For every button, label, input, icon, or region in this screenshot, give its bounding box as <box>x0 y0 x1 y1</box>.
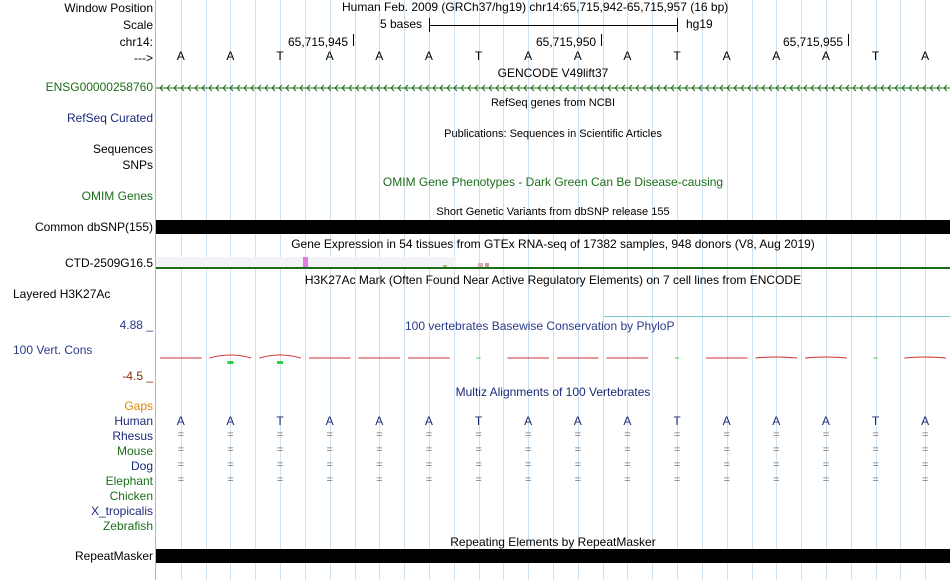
species-label-mouse[interactable]: Mouse <box>116 444 153 458</box>
multiz-match-mark: = <box>921 429 929 441</box>
multiz-match-mark: = <box>822 474 830 486</box>
reference-base: A <box>821 49 830 63</box>
multiz-match-mark: = <box>524 444 532 456</box>
multiz-match-mark: = <box>326 474 333 486</box>
position-tick-mark <box>601 34 602 46</box>
multiz-human-base: T <box>474 414 483 428</box>
chr-label: chr14: <box>119 35 153 49</box>
multiz-match-mark: = <box>376 474 383 486</box>
reference-base: A <box>226 49 235 63</box>
multiz-match-mark: = <box>673 474 681 486</box>
multiz-match-mark: = <box>227 444 234 456</box>
gaps-label[interactable]: Gaps <box>124 399 153 413</box>
multiz-match-mark: = <box>177 474 185 486</box>
position-tick-mark <box>353 34 354 46</box>
conservation-score-mark <box>805 357 847 358</box>
refseq-track-label[interactable]: RefSeq Curated <box>66 111 153 125</box>
multiz-match-mark: = <box>276 474 284 486</box>
strand-arrow-label: ---> <box>134 51 153 65</box>
conservation-track-label[interactable]: 100 Vert. Cons <box>13 343 93 357</box>
track-labels-panel <box>0 0 153 580</box>
multiz-match-mark: = <box>872 459 879 471</box>
omim-track-label[interactable]: OMIM Genes <box>81 189 153 203</box>
publications-track-label[interactable]: Sequences <box>92 142 153 156</box>
dbsnp-track-title: Short Genetic Variants from dbSNP release 155 <box>436 206 670 218</box>
multiz-match-mark: = <box>376 429 383 441</box>
gencode-gene-svg <box>156 81 950 95</box>
species-label-elephant[interactable]: Elephant <box>105 474 153 488</box>
multiz-match-mark: = <box>723 444 730 456</box>
multiz-match-mark: = <box>475 459 482 471</box>
multiz-match-mark: = <box>822 429 830 441</box>
multiz-match-mark: = <box>425 459 433 471</box>
h3k27ac-track-label[interactable]: Layered H3K27Ac <box>13 287 111 301</box>
multiz-row-human <box>156 414 950 429</box>
multiz-match-mark: = <box>326 429 333 441</box>
multiz-match-mark: = <box>376 444 383 456</box>
multiz-match-mark: = <box>624 429 631 441</box>
multiz-match-mark: = <box>872 444 879 456</box>
reference-base: A <box>722 49 731 63</box>
conservation-score-mark <box>210 355 252 358</box>
multiz-human-base: A <box>375 414 384 428</box>
position-tick-label: 65,715,950 <box>536 35 597 49</box>
repeatmasker-feature-bar[interactable] <box>156 549 950 563</box>
gtex-track-label[interactable]: CTD-2509G16.5 <box>64 256 153 270</box>
h3k27ac-track-title: H3K27Ac Mark (Often Found Near Active Regulatory Elements) on 7 cell lines from ENCODE <box>304 273 802 287</box>
multiz-human-base: A <box>226 414 235 428</box>
reference-base: A <box>573 49 582 63</box>
reference-base: A <box>921 49 930 63</box>
multiz-match-mark: = <box>276 429 284 441</box>
multiz-match-mark: = <box>177 429 185 441</box>
multiz-match-mark: = <box>574 444 582 456</box>
window-position-label: Window Position <box>64 1 153 15</box>
reference-base: A <box>772 49 781 63</box>
assembly-position-text: Human Feb. 2009 (GRCh37/hg19) chr14:65,715,942-65,715,957 (16 bp) <box>342 0 729 14</box>
conservation-positive-mark <box>277 361 283 364</box>
multiz-human-base: A <box>722 414 731 428</box>
multiz-human-base: T <box>871 414 880 428</box>
gencode-track-label[interactable]: ENSG00000258760 <box>45 80 153 94</box>
species-label-x_tropicalis[interactable]: X_tropicalis <box>90 504 153 518</box>
conservation-score-mark <box>756 357 798 358</box>
multiz-human-base: T <box>276 414 284 428</box>
multiz-human-base: A <box>524 414 533 428</box>
multiz-match-mark: = <box>773 444 780 456</box>
multiz-match-mark: = <box>276 459 284 471</box>
scale-assembly: hg19 <box>686 17 713 31</box>
multiz-match-mark: = <box>227 474 234 486</box>
cons-min-label: -4.5 _ <box>122 369 153 383</box>
multiz-match-mark: = <box>624 444 631 456</box>
multiz-match-mark: = <box>177 459 185 471</box>
multiz-match-mark: = <box>773 474 780 486</box>
reference-base: A <box>325 49 334 63</box>
multiz-match-mark: = <box>723 474 730 486</box>
multiz-match-mark: = <box>723 459 730 471</box>
multiz-human-base: A <box>325 414 334 428</box>
conservation-score-mark <box>904 357 946 358</box>
multiz-match-mark: = <box>326 444 333 456</box>
position-tick-label: 65,715,955 <box>783 35 844 49</box>
multiz-row-rhesus <box>156 429 950 444</box>
multiz-row-elephant <box>156 474 950 489</box>
multiz-human-base: A <box>623 414 632 428</box>
multiz-match-mark: = <box>425 429 433 441</box>
position-tick-label: 65,715,945 <box>288 35 349 49</box>
multiz-match-mark: = <box>872 429 879 441</box>
refseq-track-title: RefSeq genes from NCBI <box>490 97 616 109</box>
multiz-match-mark: = <box>574 429 582 441</box>
reference-base: T <box>871 49 880 63</box>
scale-text: 5 bases <box>380 17 423 31</box>
reference-sequence <box>156 49 950 64</box>
multiz-match-mark: = <box>425 444 433 456</box>
conservation-score-mark <box>259 355 301 358</box>
gencode-track-title: GENCODE V49lift37 <box>497 66 609 80</box>
species-label-human[interactable]: Human <box>114 414 153 428</box>
reference-base: A <box>524 49 533 63</box>
multiz-match-mark: = <box>376 459 383 471</box>
multiz-match-mark: = <box>177 444 185 456</box>
multiz-human-base: A <box>821 414 830 428</box>
multiz-match-mark: = <box>524 459 532 471</box>
conservation-plot[interactable] <box>156 345 950 369</box>
gtex-track-title: Gene Expression in 54 tissues from GTEx RNA-seq of 17382 samples, 948 donors (V8, Aug 2019) <box>291 237 815 251</box>
reference-base: A <box>375 49 384 63</box>
species-label-rhesus[interactable]: Rhesus <box>112 429 153 443</box>
multiz-match-mark: = <box>822 444 830 456</box>
reference-base: T <box>276 49 284 63</box>
multiz-match-mark: = <box>227 429 234 441</box>
multiz-track-title: Multiz Alignments of 100 Vertebrates <box>455 385 651 399</box>
gtex-expression-bar[interactable] <box>303 257 308 267</box>
species-label-zebrafish[interactable]: Zebrafish <box>102 519 153 533</box>
multiz-match-mark: = <box>773 429 780 441</box>
multiz-match-mark: = <box>921 459 929 471</box>
multiz-human-base: A <box>424 414 433 428</box>
position-tick-mark <box>848 34 849 46</box>
snps-track-label[interactable]: SNPs <box>122 158 153 172</box>
multiz-match-mark: = <box>574 474 582 486</box>
cons-max-label: 4.88 _ <box>119 318 153 332</box>
conservation-positive-mark <box>227 361 233 364</box>
multiz-row-mouse <box>156 444 950 459</box>
multiz-human-base: A <box>772 414 781 428</box>
multiz-match-mark: = <box>773 459 780 471</box>
multiz-match-mark: = <box>624 474 631 486</box>
multiz-match-mark: = <box>475 429 482 441</box>
multiz-match-mark: = <box>673 459 681 471</box>
reference-base: T <box>673 49 681 63</box>
species-label-dog[interactable]: Dog <box>130 459 153 473</box>
multiz-match-mark: = <box>524 429 532 441</box>
multiz-match-mark: = <box>921 444 929 456</box>
multiz-match-mark: = <box>475 474 482 486</box>
reference-base: A <box>176 49 185 63</box>
multiz-match-mark: = <box>921 474 929 486</box>
multiz-human-base: A <box>921 414 930 428</box>
conservation-svg <box>156 345 950 369</box>
species-label-chicken[interactable]: Chicken <box>109 489 153 503</box>
multiz-match-mark: = <box>524 474 532 486</box>
dbsnp-feature-bar[interactable] <box>156 220 950 234</box>
gencode-gene-feature[interactable] <box>156 81 950 95</box>
multiz-row-dog <box>156 459 950 474</box>
scale-label: Scale <box>122 18 153 32</box>
multiz-match-mark: = <box>574 459 582 471</box>
multiz-human-base: A <box>176 414 185 428</box>
reference-base: T <box>474 49 483 63</box>
repeatmasker-track-title: Repeating Elements by RepeatMasker <box>450 535 656 549</box>
multiz-match-mark: = <box>276 444 284 456</box>
multiz-human-base: T <box>673 414 681 428</box>
multiz-human-base: A <box>573 414 582 428</box>
h3k27ac-signal-line <box>604 316 950 317</box>
scale-bar-right <box>677 18 678 32</box>
multiz-match-mark: = <box>723 429 730 441</box>
repeatmasker-track-label[interactable]: RepeatMasker <box>74 549 153 563</box>
reference-base: A <box>424 49 433 63</box>
multiz-match-mark: = <box>822 459 830 471</box>
multiz-match-mark: = <box>227 459 234 471</box>
conservation-track-title: 100 vertebrates Basewise Conservation by PhyloP <box>405 319 675 333</box>
multiz-match-mark: = <box>624 459 631 471</box>
gtex-gene-line <box>156 267 950 269</box>
multiz-match-mark: = <box>326 459 333 471</box>
multiz-match-mark: = <box>425 474 433 486</box>
omim-track-title: OMIM Gene Phenotypes - Dark Green Can Be Disease-causing <box>382 175 724 189</box>
multiz-match-mark: = <box>872 474 879 486</box>
dbsnp-track-label[interactable]: Common dbSNP(155) <box>34 220 153 234</box>
multiz-match-mark: = <box>475 444 482 456</box>
multiz-match-mark: = <box>673 429 681 441</box>
publications-track-title: Publications: Sequences in Scientific Articles <box>444 128 662 140</box>
multiz-match-mark: = <box>673 444 681 456</box>
reference-base: A <box>623 49 632 63</box>
scale-bar <box>429 25 677 26</box>
